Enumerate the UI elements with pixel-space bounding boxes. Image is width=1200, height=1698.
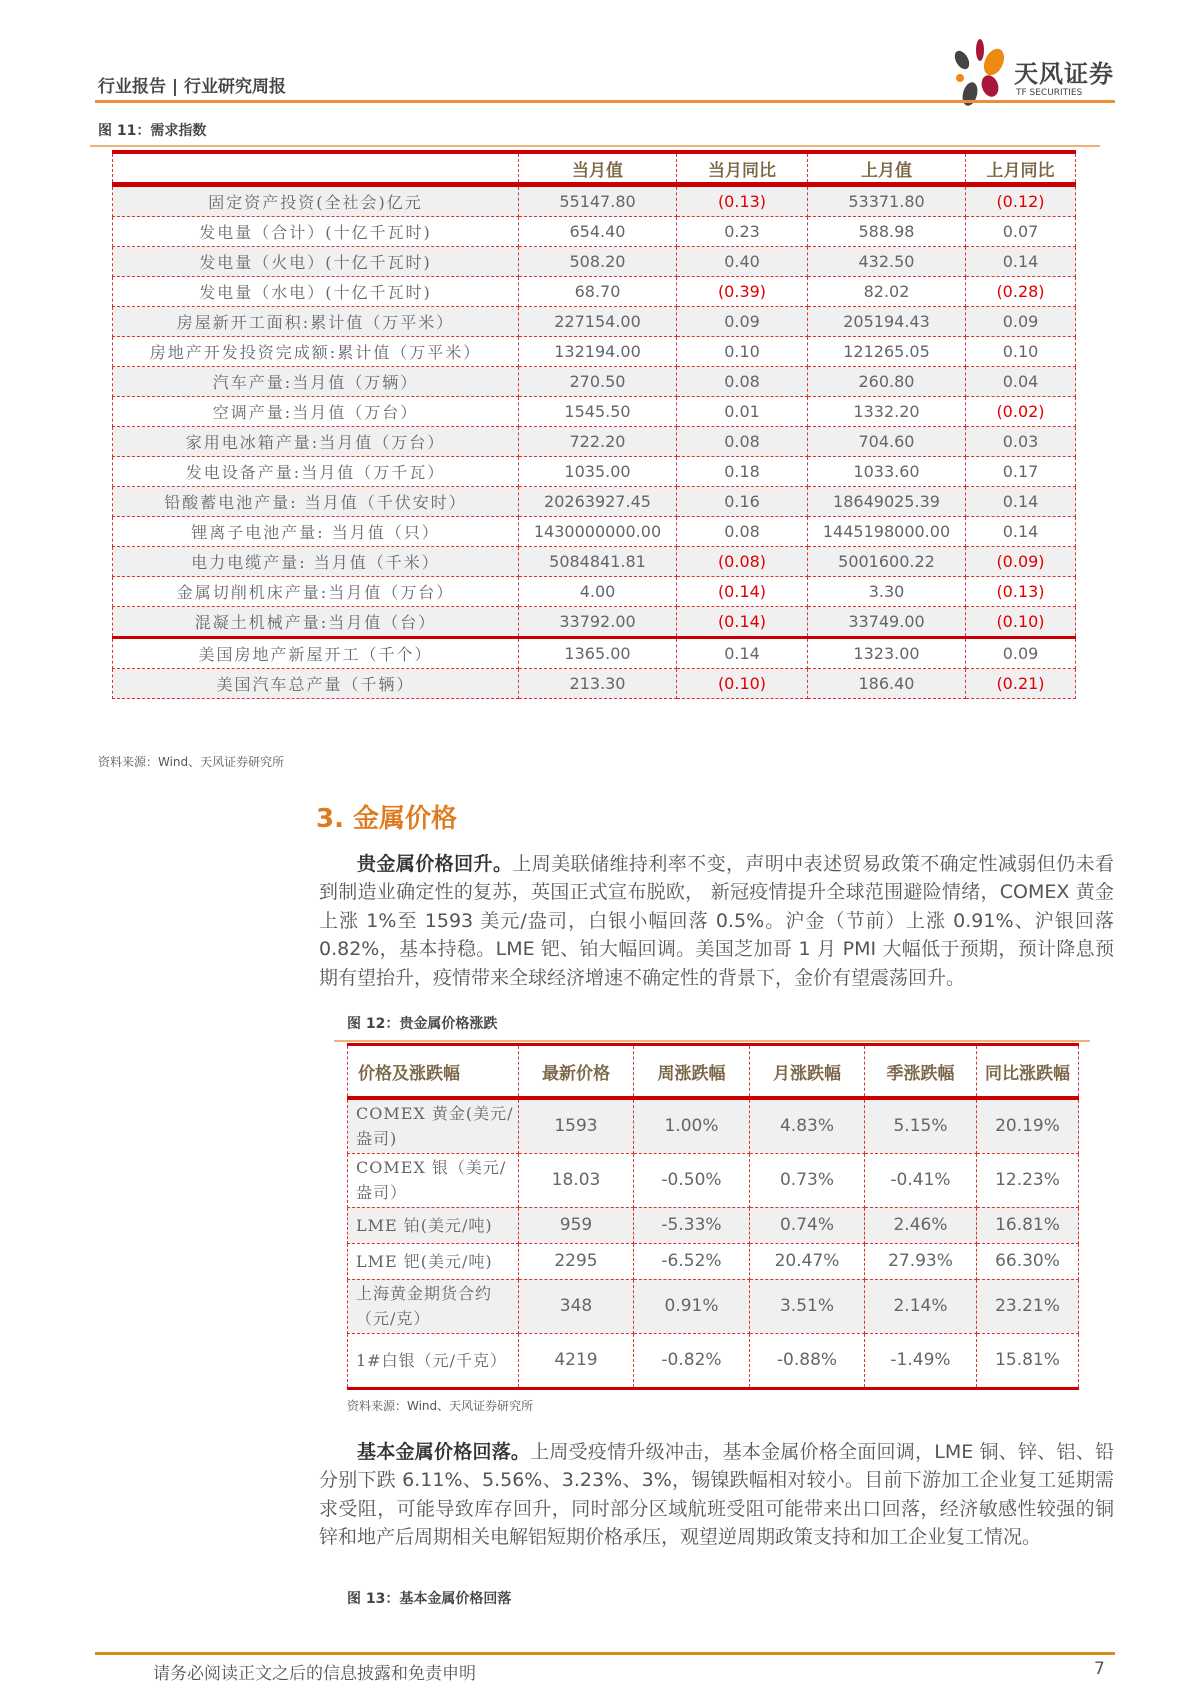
- tf-securities-logo: [950, 38, 1120, 106]
- cell-value: 68.70: [519, 277, 677, 307]
- row-label: 美国汽车总产量（千辆）: [113, 669, 519, 699]
- table-row: [113, 185, 1076, 217]
- paragraph-lead: 基本金属价格回落。: [357, 1441, 531, 1463]
- cell-value: (0.28): [966, 277, 1076, 307]
- row-label: 固定资产投资(全社会)亿元: [113, 185, 519, 217]
- report-type-header: 行业报告 | 行业研究周报: [98, 77, 287, 97]
- cell-value: 722.20: [519, 427, 677, 457]
- table-row: [113, 307, 1076, 337]
- table-row: [113, 367, 1076, 397]
- cell-value: 1.00%: [634, 1098, 750, 1153]
- figure-12-source: 资料来源：Wind、天风证券研究所: [347, 1399, 534, 1413]
- cell-value: 132194.00: [519, 337, 677, 367]
- table-row: [113, 217, 1076, 247]
- cell-value: 3.30: [808, 577, 966, 607]
- cell-value: 0.10: [966, 337, 1076, 367]
- row-label: 金属切削机床产量:当月值（万台）: [113, 577, 519, 607]
- table-row: [113, 607, 1076, 638]
- cell-value: (0.39): [677, 277, 808, 307]
- cell-value: 0.09: [966, 307, 1076, 337]
- cell-value: 1445198000.00: [808, 517, 966, 547]
- table-row: [113, 669, 1076, 699]
- cell-value: -0.88%: [750, 1333, 865, 1388]
- cell-value: 1430000000.00: [519, 517, 677, 547]
- column-header: 价格及涨跌幅: [348, 1045, 519, 1099]
- precious-metals-paragraph: [319, 850, 1114, 992]
- cell-value: 27.93%: [865, 1243, 977, 1279]
- cell-value: 12.23%: [977, 1153, 1079, 1207]
- cell-value: 20263927.45: [519, 487, 677, 517]
- cell-value: -0.50%: [634, 1153, 750, 1207]
- row-label: 房地产开发投资完成额:累计值（万平米）: [113, 337, 519, 367]
- logo-subtext: TF SECURITIES: [1016, 88, 1083, 98]
- cell-value: 0.14: [966, 247, 1076, 277]
- table-row: [113, 638, 1076, 669]
- table-row: [113, 397, 1076, 427]
- column-header: 当月值: [519, 152, 677, 185]
- row-label: 电力电缆产量: 当月值（千米）: [113, 547, 519, 577]
- section-heading: 3. 金属价格: [316, 804, 458, 834]
- cell-value: 432.50: [808, 247, 966, 277]
- row-label: 发电量（火电）(十亿千瓦时): [113, 247, 519, 277]
- cell-value: 1545.50: [519, 397, 677, 427]
- precious-metals-table: [347, 1043, 1079, 1390]
- row-label: 锂离子电池产量: 当月值（只）: [113, 517, 519, 547]
- cell-value: 4219: [519, 1333, 634, 1388]
- cell-value: -5.33%: [634, 1207, 750, 1243]
- table-row: [348, 1098, 1079, 1153]
- cell-value: (0.13): [966, 577, 1076, 607]
- cell-value: (0.14): [677, 577, 808, 607]
- cell-value: (0.21): [966, 669, 1076, 699]
- cell-value: 0.10: [677, 337, 808, 367]
- cell-value: 33792.00: [519, 607, 677, 638]
- cell-value: (0.09): [966, 547, 1076, 577]
- figure-11-source: 资料来源：Wind、天风证券研究所: [98, 755, 285, 769]
- cell-value: 260.80: [808, 367, 966, 397]
- cell-value: -1.49%: [865, 1333, 977, 1388]
- row-label: LME 铂(美元/吨): [348, 1207, 519, 1243]
- cell-value: 0.16: [677, 487, 808, 517]
- table-row: [113, 577, 1076, 607]
- cell-value: 0.23: [677, 217, 808, 247]
- cell-value: 121265.05: [808, 337, 966, 367]
- cell-value: 1593: [519, 1098, 634, 1153]
- cell-value: 1035.00: [519, 457, 677, 487]
- cell-value: 5001600.22: [808, 547, 966, 577]
- cell-value: 0.09: [966, 638, 1076, 669]
- cell-value: 959: [519, 1207, 634, 1243]
- column-header: 上月同比: [966, 152, 1076, 185]
- cell-value: 0.04: [966, 367, 1076, 397]
- logo-text: 天风证券: [1014, 60, 1114, 88]
- base-metals-paragraph: [319, 1438, 1114, 1552]
- cell-value: (0.13): [677, 185, 808, 217]
- table-row: [113, 247, 1076, 277]
- row-label: 1#白银（元/千克）: [348, 1333, 519, 1388]
- cell-value: 0.18: [677, 457, 808, 487]
- table-row: [348, 1153, 1079, 1207]
- cell-value: 0.40: [677, 247, 808, 277]
- figure-13-caption: 图 13：基本金属价格回落: [347, 1591, 512, 1607]
- row-label: 发电量（合计）(十亿千瓦时): [113, 217, 519, 247]
- cell-value: 23.21%: [977, 1279, 1079, 1333]
- page-number: 7: [1094, 1659, 1105, 1679]
- column-header: [113, 152, 519, 185]
- cell-value: 16.81%: [977, 1207, 1079, 1243]
- cell-value: 2295: [519, 1243, 634, 1279]
- row-label: 空调产量:当月值（万台）: [113, 397, 519, 427]
- row-label: COMEX 黄金(美元/盎司): [348, 1098, 519, 1153]
- footer-disclaimer: 请务必阅读正文之后的信息披露和免责申明: [153, 1664, 476, 1684]
- cell-value: 0.14: [966, 517, 1076, 547]
- paragraph-lead: 贵金属价格回升。: [357, 853, 513, 875]
- table-row: [113, 427, 1076, 457]
- cell-value: 55147.80: [519, 185, 677, 217]
- cell-value: 213.30: [519, 669, 677, 699]
- cell-value: 508.20: [519, 247, 677, 277]
- cell-value: 2.46%: [865, 1207, 977, 1243]
- cell-value: 20.47%: [750, 1243, 865, 1279]
- table-row: [348, 1207, 1079, 1243]
- cell-value: 0.73%: [750, 1153, 865, 1207]
- cell-value: (0.08): [677, 547, 808, 577]
- cell-value: 5084841.81: [519, 547, 677, 577]
- logo-petals-icon: [950, 38, 1010, 106]
- caption-rule: [334, 1040, 1090, 1042]
- row-label: 家用电冰箱产量:当月值（万台）: [113, 427, 519, 457]
- cell-value: 0.09: [677, 307, 808, 337]
- row-label: 铅酸蓄电池产量: 当月值（千伏安时）: [113, 487, 519, 517]
- table-row: [113, 277, 1076, 307]
- table-row: [113, 547, 1076, 577]
- column-header: 上月值: [808, 152, 966, 185]
- cell-value: 53371.80: [808, 185, 966, 217]
- cell-value: (0.10): [966, 607, 1076, 638]
- row-label: 发电设备产量:当月值（万千瓦）: [113, 457, 519, 487]
- column-header: 最新价格: [519, 1045, 634, 1099]
- cell-value: 227154.00: [519, 307, 677, 337]
- table-row: [113, 457, 1076, 487]
- demand-index-table: [112, 150, 1076, 699]
- cell-value: 18649025.39: [808, 487, 966, 517]
- table-row: [113, 517, 1076, 547]
- cell-value: 0.01: [677, 397, 808, 427]
- row-label: 上海黄金期货合约 （元/克）: [348, 1279, 519, 1333]
- cell-value: 4.00: [519, 577, 677, 607]
- column-header: 月涨跌幅: [750, 1045, 865, 1099]
- table-row: [348, 1279, 1079, 1333]
- cell-value: -6.52%: [634, 1243, 750, 1279]
- cell-value: 186.40: [808, 669, 966, 699]
- cell-value: 82.02: [808, 277, 966, 307]
- cell-value: 348: [519, 1279, 634, 1333]
- header-divider: [95, 100, 1115, 103]
- column-header: 季涨跌幅: [865, 1045, 977, 1099]
- cell-value: 0.03: [966, 427, 1076, 457]
- cell-value: (0.02): [966, 397, 1076, 427]
- table-row: [113, 487, 1076, 517]
- cell-value: 33749.00: [808, 607, 966, 638]
- cell-value: 2.14%: [865, 1279, 977, 1333]
- cell-value: -0.41%: [865, 1153, 977, 1207]
- paragraph-text: 上周美联储维持利率不变，声明中表述贸易政策不确定性减弱但仍未看到制造业确定性的复苏，英国正式宣布脱欧， 新冠疫情提升全球范围避险情绪，COMEX 黄金上涨 1%至 1593 美元/盎司，白银小幅回落 0.5%。沪金（节前）上涨 0.91%、沪银回落 0.82%，基本持稳。LME 钯、铂大幅回调。美国芝加哥 1 月 PMI 大幅低于预期，预计降息预期有望抬升，疫情带来全球经济增速不确定性的背景下，金价有望震荡回升。: [319, 853, 1114, 989]
- cell-value: 18.03: [519, 1153, 634, 1207]
- cell-value: 0.74%: [750, 1207, 865, 1243]
- row-label: 发电量（水电）(十亿千瓦时): [113, 277, 519, 307]
- cell-value: 1365.00: [519, 638, 677, 669]
- column-header: 同比涨跌幅: [977, 1045, 1079, 1099]
- cell-value: (0.10): [677, 669, 808, 699]
- cell-value: 0.17: [966, 457, 1076, 487]
- row-label: LME 钯(美元/吨): [348, 1243, 519, 1279]
- cell-value: (0.14): [677, 607, 808, 638]
- cell-value: 0.08: [677, 517, 808, 547]
- figure-12-caption: 图 12：贵金属价格涨跌: [347, 1016, 498, 1032]
- row-label: 美国房地产新屋开工（千个）: [113, 638, 519, 669]
- paragraph-text: 上周受疫情升级冲击，基本金属价格全面回调，LME 铜、锌、铝、铅分别下跌 6.11%、5.56%、3.23%、3%，锡镍跌幅相对较小。目前下游加工企业复工延期需求受阻，可能导致库存回升，同时部分区域航班受阻可能带来出口回落，经济敏感性较强的铜锌和地产后周期相关电解铝短期价格承压，观望逆周期政策支持和加工企业复工情况。: [319, 1441, 1114, 1549]
- cell-value: 0.08: [677, 427, 808, 457]
- cell-value: 654.40: [519, 217, 677, 247]
- cell-value: 270.50: [519, 367, 677, 397]
- cell-value: -0.82%: [634, 1333, 750, 1388]
- cell-value: 1332.20: [808, 397, 966, 427]
- cell-value: 0.14: [966, 487, 1076, 517]
- table-row: [348, 1243, 1079, 1279]
- row-label: 汽车产量:当月值（万辆）: [113, 367, 519, 397]
- figure-11-caption: 图 11：需求指数: [98, 123, 207, 139]
- cell-value: 1323.00: [808, 638, 966, 669]
- caption-rule: [90, 145, 1100, 147]
- column-header: 当月同比: [677, 152, 808, 185]
- table-row: [113, 337, 1076, 367]
- cell-value: 0.14: [677, 638, 808, 669]
- cell-value: (0.12): [966, 185, 1076, 217]
- cell-value: 4.83%: [750, 1098, 865, 1153]
- cell-value: 15.81%: [977, 1333, 1079, 1388]
- cell-value: 205194.43: [808, 307, 966, 337]
- cell-value: 20.19%: [977, 1098, 1079, 1153]
- column-header: 周涨跌幅: [634, 1045, 750, 1099]
- cell-value: 588.98: [808, 217, 966, 247]
- row-label: COMEX 银（美元/盎司）: [348, 1153, 519, 1207]
- cell-value: 66.30%: [977, 1243, 1079, 1279]
- cell-value: 1033.60: [808, 457, 966, 487]
- cell-value: 0.07: [966, 217, 1076, 247]
- table-row: [348, 1333, 1079, 1388]
- cell-value: 0.08: [677, 367, 808, 397]
- cell-value: 704.60: [808, 427, 966, 457]
- cell-value: 5.15%: [865, 1098, 977, 1153]
- cell-value: 0.91%: [634, 1279, 750, 1333]
- footer-divider: [95, 1652, 1115, 1655]
- cell-value: 3.51%: [750, 1279, 865, 1333]
- row-label: 混凝土机械产量:当月值（台）: [113, 607, 519, 638]
- row-label: 房屋新开工面积:累计值（万平米）: [113, 307, 519, 337]
